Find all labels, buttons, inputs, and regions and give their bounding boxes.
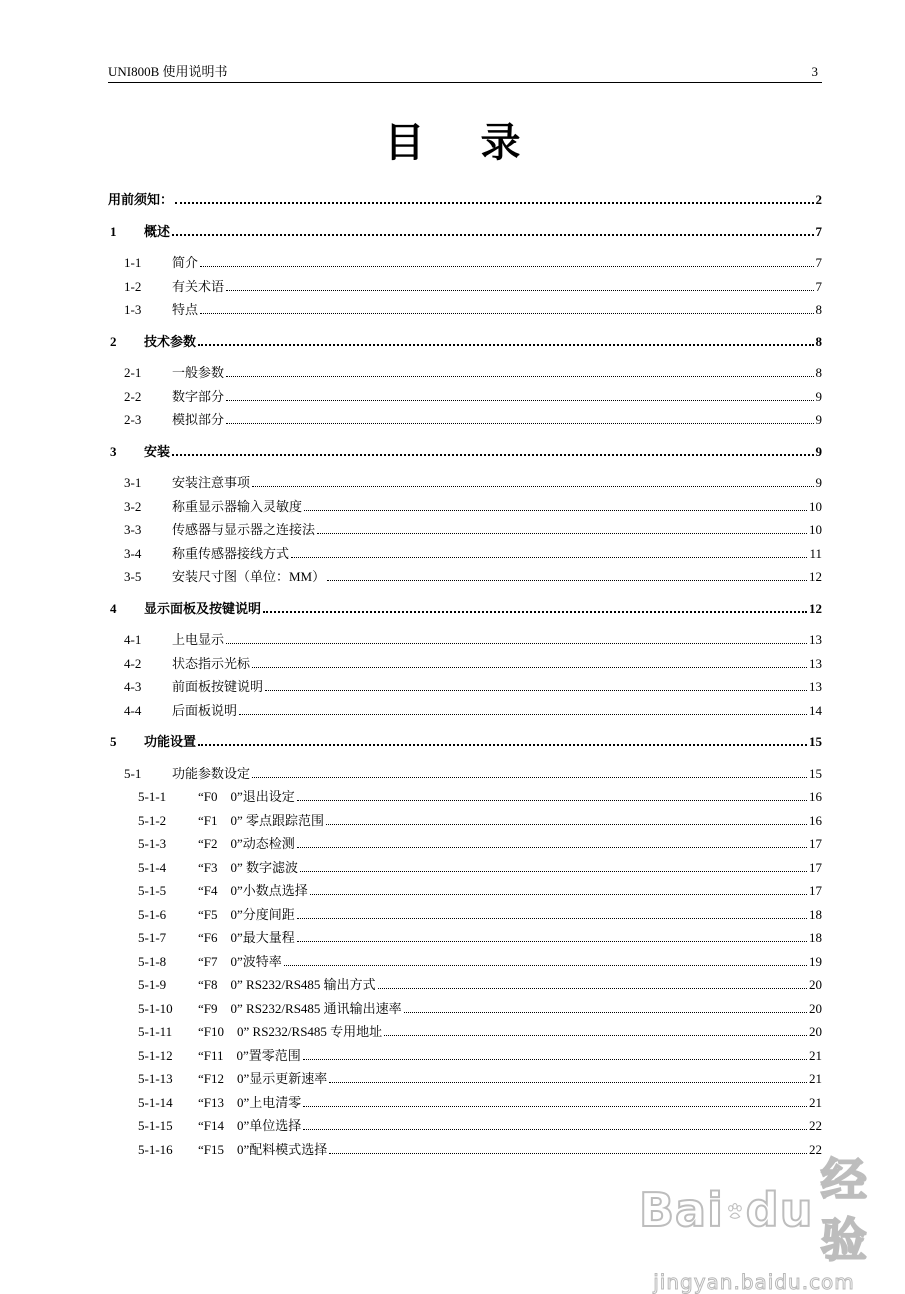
toc-entry-page: 16 bbox=[809, 812, 822, 828]
toc-entry[interactable] bbox=[108, 997, 822, 1017]
toc-entry-number: 3-4 bbox=[124, 545, 142, 561]
toc-entry-page: 7 bbox=[815, 278, 822, 294]
toc-entry-label: 上电显示 bbox=[172, 632, 225, 647]
toc-dot-leader bbox=[226, 400, 813, 401]
toc-entry[interactable] bbox=[108, 471, 822, 491]
toc-entry-number: 5-1-13 bbox=[138, 1071, 173, 1086]
watermark-url: jingyan.baidu.com bbox=[653, 1270, 855, 1294]
toc-entry-label: “F6 0”最大量程 bbox=[198, 930, 295, 945]
toc-dot-leader bbox=[297, 800, 807, 801]
toc-entry-label: 后面板说明 bbox=[172, 702, 238, 718]
toc-entry[interactable] bbox=[108, 699, 822, 719]
toc-entry-page: 15 bbox=[809, 734, 822, 749]
toc-entry-label: 安装尺寸图（单位：MM） bbox=[172, 569, 326, 584]
toc-dot-leader bbox=[252, 777, 807, 778]
toc-entry-page: 8 bbox=[815, 333, 822, 349]
toc-entry-number: 5-1-12 bbox=[138, 1047, 173, 1063]
toc-entry-number: 1-1 bbox=[124, 255, 142, 270]
toc-entry-label: 功能设置 bbox=[144, 734, 197, 749]
toc-dot-leader bbox=[200, 313, 813, 314]
toc-entry-number: 5-1-10 bbox=[138, 1000, 173, 1016]
toc-dot-leader bbox=[198, 344, 813, 346]
toc-entry-number: 4-4 bbox=[124, 702, 142, 718]
toc-entry-label: 简介 bbox=[172, 255, 199, 270]
toc-entry-number: 5-1-4 bbox=[138, 859, 167, 875]
toc-entry[interactable] bbox=[108, 730, 822, 750]
toc-entry-number: 3-3 bbox=[124, 522, 142, 537]
toc-entry[interactable] bbox=[108, 565, 822, 585]
watermark-logo: Bai du 经验 bbox=[639, 1153, 868, 1267]
toc-entry-label: “F0 0”退出设定 bbox=[198, 789, 295, 804]
toc-entry-page: 20 bbox=[809, 1024, 822, 1039]
toc-entry-label: 状态指示光标 bbox=[172, 655, 251, 671]
toc-dot-leader bbox=[310, 894, 807, 895]
toc-dot-leader bbox=[384, 1035, 807, 1036]
toc-dot-leader bbox=[226, 376, 813, 377]
toc-entry-number: 5 bbox=[110, 734, 117, 749]
toc-entry-page: 22 bbox=[809, 1118, 822, 1133]
toc-dot-leader bbox=[198, 744, 807, 746]
toc-entry[interactable] bbox=[108, 251, 822, 271]
toc-entry-number: 5-1-9 bbox=[138, 977, 167, 992]
toc-entry-page: 9 bbox=[815, 443, 822, 459]
toc-dot-leader bbox=[172, 234, 813, 236]
toc-entry-page: 9 bbox=[815, 475, 822, 490]
toc-entry-page: 17 bbox=[809, 836, 822, 851]
toc-dot-leader bbox=[303, 1129, 807, 1130]
toc-entry-page: 17 bbox=[809, 883, 822, 898]
page-header bbox=[108, 62, 822, 83]
toc-entry-label: “F1 0” 零点跟踪范围 bbox=[198, 812, 325, 828]
toc-entry-number: 2-1 bbox=[124, 365, 142, 380]
toc-entry-page: 20 bbox=[809, 977, 822, 992]
toc-entry[interactable] bbox=[108, 879, 822, 899]
toc-dot-leader bbox=[378, 988, 807, 989]
toc-dot-leader bbox=[226, 643, 807, 644]
toc-dot-leader bbox=[404, 1012, 807, 1013]
toc-dot-leader bbox=[175, 202, 813, 204]
toc-entry-number: 3 bbox=[110, 443, 117, 459]
toc-entry-page: 2 bbox=[815, 192, 822, 207]
toc-entry-page: 21 bbox=[809, 1094, 822, 1110]
toc-entry-number: 4-2 bbox=[124, 655, 142, 671]
toc-entry-number: 5-1-3 bbox=[138, 836, 167, 851]
toc-entry[interactable] bbox=[108, 652, 822, 672]
toc-entry-number: 5-1-15 bbox=[138, 1118, 173, 1133]
toc-entry-number: 3-1 bbox=[124, 475, 142, 490]
toc-entry[interactable] bbox=[108, 973, 822, 993]
toc-entry-label: “F11 0”置零范围 bbox=[198, 1047, 301, 1063]
toc-dot-leader bbox=[297, 918, 807, 919]
toc-dot-leader bbox=[300, 871, 807, 872]
toc-entry[interactable] bbox=[108, 1067, 822, 1087]
toc-entry[interactable] bbox=[108, 298, 822, 318]
toc-entry[interactable] bbox=[108, 950, 822, 970]
toc-entry[interactable] bbox=[108, 903, 822, 923]
toc-entry-label: 一般参数 bbox=[172, 365, 225, 380]
toc-entry-number: 2-2 bbox=[124, 388, 142, 404]
toc-entry-number: 5-1-16 bbox=[138, 1141, 173, 1157]
toc-entry-label: 传感器与显示器之连接法 bbox=[172, 522, 316, 537]
toc-entry-number: 5-1 bbox=[124, 765, 142, 781]
toc-entry-page: 14 bbox=[809, 702, 822, 718]
toc-entry[interactable] bbox=[108, 597, 822, 617]
toc-entry-page: 13 bbox=[809, 632, 822, 647]
toc-entry-page: 8 bbox=[815, 302, 822, 317]
toc-entry-label: 安装注意事项 bbox=[172, 475, 251, 490]
toc-entry-label: 前面板按键说明 bbox=[172, 679, 264, 694]
toc-entry-page: 22 bbox=[809, 1141, 822, 1157]
toc-entry-label: “F8 0” RS232/RS485 输出方式 bbox=[198, 977, 376, 992]
toc-dot-leader bbox=[226, 423, 813, 424]
toc-entry-number: 4 bbox=[110, 600, 117, 616]
toc-entry-number: 1-2 bbox=[124, 278, 142, 294]
toc-entry-label: 技术参数 bbox=[144, 333, 197, 349]
toc-entry-number: 3-5 bbox=[124, 569, 142, 584]
toc-dot-leader bbox=[327, 580, 807, 581]
toc-entry-page: 15 bbox=[809, 765, 822, 781]
toc-entry[interactable] bbox=[108, 408, 822, 428]
toc-dot-leader bbox=[297, 847, 807, 848]
toc-entry-label: 数字部分 bbox=[172, 388, 225, 404]
toc-entry-label: “F14 0”单位选择 bbox=[198, 1118, 302, 1133]
toc-entry-page: 21 bbox=[809, 1071, 822, 1086]
toc-entry-label: “F7 0”波特率 bbox=[198, 953, 282, 969]
toc-entry[interactable] bbox=[108, 785, 822, 805]
toc-entry[interactable] bbox=[108, 330, 822, 350]
toc-entry-number: 5-1-7 bbox=[138, 930, 167, 945]
toc-entry-page: 10 bbox=[809, 498, 822, 514]
toc-entry-number: 2 bbox=[110, 333, 117, 349]
toc-entry-page: 12 bbox=[809, 600, 822, 616]
toc-entry-page: 18 bbox=[809, 906, 822, 922]
toc-entry-label: 特点 bbox=[172, 302, 199, 317]
toc-entry-number: 5-1-6 bbox=[138, 906, 167, 922]
toc-entry-label: 有关术语 bbox=[172, 278, 225, 294]
toc-entry-page: 17 bbox=[809, 859, 822, 875]
toc-entry-label: “F3 0” 数字滤波 bbox=[198, 859, 299, 875]
toc-entry-number: 4-3 bbox=[124, 679, 142, 694]
toc-entry-page: 7 bbox=[815, 223, 822, 239]
toc-entry[interactable] bbox=[108, 275, 822, 295]
toc-dot-leader bbox=[326, 824, 807, 825]
toc-entry[interactable] bbox=[108, 762, 822, 782]
toc-entry[interactable] bbox=[108, 1114, 822, 1134]
toc-dot-leader bbox=[252, 486, 813, 487]
toc-dot-leader bbox=[226, 290, 813, 291]
toc-dot-leader bbox=[303, 1106, 807, 1107]
page-title: 目录 bbox=[384, 120, 577, 165]
toc-entry[interactable] bbox=[108, 856, 822, 876]
toc-entry-number: 3-2 bbox=[124, 498, 142, 514]
toc-entry-number: 1 bbox=[110, 223, 117, 239]
toc-entry[interactable] bbox=[108, 361, 822, 381]
header-doc-title: UNI800B 使用说明书 bbox=[108, 64, 228, 79]
toc-dot-leader bbox=[172, 454, 813, 456]
toc-entry[interactable] bbox=[108, 1020, 822, 1040]
toc-entry-number: 2-3 bbox=[124, 412, 142, 427]
toc-entry-page: 9 bbox=[815, 388, 822, 404]
toc-dot-leader bbox=[252, 667, 807, 668]
toc-entry[interactable] bbox=[108, 832, 822, 852]
baidu-jingyan-watermark bbox=[639, 1150, 869, 1294]
toc-entry-page: 7 bbox=[815, 255, 822, 270]
toc-entry-page: 19 bbox=[809, 953, 822, 969]
toc-entry[interactable] bbox=[108, 188, 822, 208]
toc-entry[interactable] bbox=[108, 385, 822, 405]
toc-dot-leader bbox=[304, 510, 807, 511]
toc-entry-label: “F4 0”小数点选择 bbox=[198, 883, 308, 898]
toc-entry-label: “F9 0” RS232/RS485 通讯输出速率 bbox=[198, 1000, 402, 1016]
toc-entry-label: “F5 0”分度间距 bbox=[198, 906, 295, 922]
toc-entry-page: 21 bbox=[809, 1047, 822, 1063]
toc-dot-leader bbox=[297, 941, 807, 942]
toc-dot-leader bbox=[263, 611, 807, 613]
paw-icon bbox=[726, 1195, 744, 1229]
toc-entry-page: 13 bbox=[809, 679, 822, 694]
toc-entry-page: 9 bbox=[815, 412, 822, 427]
toc-entry[interactable] bbox=[108, 518, 822, 538]
toc-entry-number: 5-1-2 bbox=[138, 812, 167, 828]
toc-entry-number: 5-1-1 bbox=[138, 789, 167, 804]
toc-entry-label: “F15 0”配料模式选择 bbox=[198, 1141, 328, 1157]
toc-entry-page: 18 bbox=[809, 930, 822, 945]
toc-entry-label: “F13 0”上电清零 bbox=[198, 1094, 302, 1110]
toc-dot-leader bbox=[239, 714, 807, 715]
toc-entry[interactable] bbox=[108, 1044, 822, 1064]
toc-entry[interactable] bbox=[108, 628, 822, 648]
toc-entry-page: 11 bbox=[809, 545, 822, 561]
toc-entry[interactable] bbox=[108, 1091, 822, 1111]
toc-entry-page: 13 bbox=[809, 655, 822, 671]
toc-entry-label: “F2 0”动态检测 bbox=[198, 836, 295, 851]
toc-entry-number: 5-1-5 bbox=[138, 883, 167, 898]
toc-dot-leader bbox=[317, 533, 807, 534]
toc-dot-leader bbox=[291, 557, 807, 558]
toc-entry-page: 12 bbox=[809, 569, 822, 584]
toc-entry-number: 4-1 bbox=[124, 632, 142, 647]
toc-entry-page: 20 bbox=[809, 1000, 822, 1016]
toc-entry-page: 10 bbox=[809, 522, 822, 537]
toc-entry-label: 用前须知： bbox=[108, 192, 174, 207]
toc-entry[interactable] bbox=[108, 495, 822, 515]
header-page-number: 3 bbox=[811, 64, 818, 79]
toc-entry-label: “F12 0”显示更新速率 bbox=[198, 1071, 328, 1086]
toc-entry[interactable] bbox=[108, 440, 822, 460]
toc-entry[interactable] bbox=[108, 220, 822, 240]
toc-entry-number: 5-1-14 bbox=[138, 1094, 173, 1110]
toc-dot-leader bbox=[265, 690, 807, 691]
toc-entry-label: “F10 0” RS232/RS485 专用地址 bbox=[198, 1024, 383, 1039]
toc-entry-number: 1-3 bbox=[124, 302, 142, 317]
toc-entry[interactable] bbox=[108, 542, 822, 562]
toc-entry-label: 模拟部分 bbox=[172, 412, 225, 427]
toc-entry-label: 称重显示器输入灵敏度 bbox=[172, 498, 303, 514]
toc-entry[interactable] bbox=[108, 809, 822, 829]
toc-entry-number: 5-1-8 bbox=[138, 953, 167, 969]
toc-dot-leader bbox=[303, 1059, 807, 1060]
toc-dot-leader bbox=[284, 965, 807, 966]
toc-entry-page: 8 bbox=[815, 365, 822, 380]
toc-dot-leader bbox=[200, 266, 813, 267]
toc-entry[interactable] bbox=[108, 675, 822, 695]
toc-entry[interactable] bbox=[108, 926, 822, 946]
toc-entry-label: 安装 bbox=[144, 443, 171, 459]
toc-dot-leader bbox=[329, 1082, 807, 1083]
toc-entry-label: 称重传感器接线方式 bbox=[172, 545, 290, 561]
toc-entry-number: 5-1-11 bbox=[138, 1024, 173, 1039]
toc-entry-label: 功能参数设定 bbox=[172, 765, 251, 781]
toc-entry-page: 16 bbox=[809, 789, 822, 804]
toc-entry-label: 概述 bbox=[144, 223, 171, 239]
toc-entry-label: 显示面板及按键说明 bbox=[144, 600, 262, 616]
